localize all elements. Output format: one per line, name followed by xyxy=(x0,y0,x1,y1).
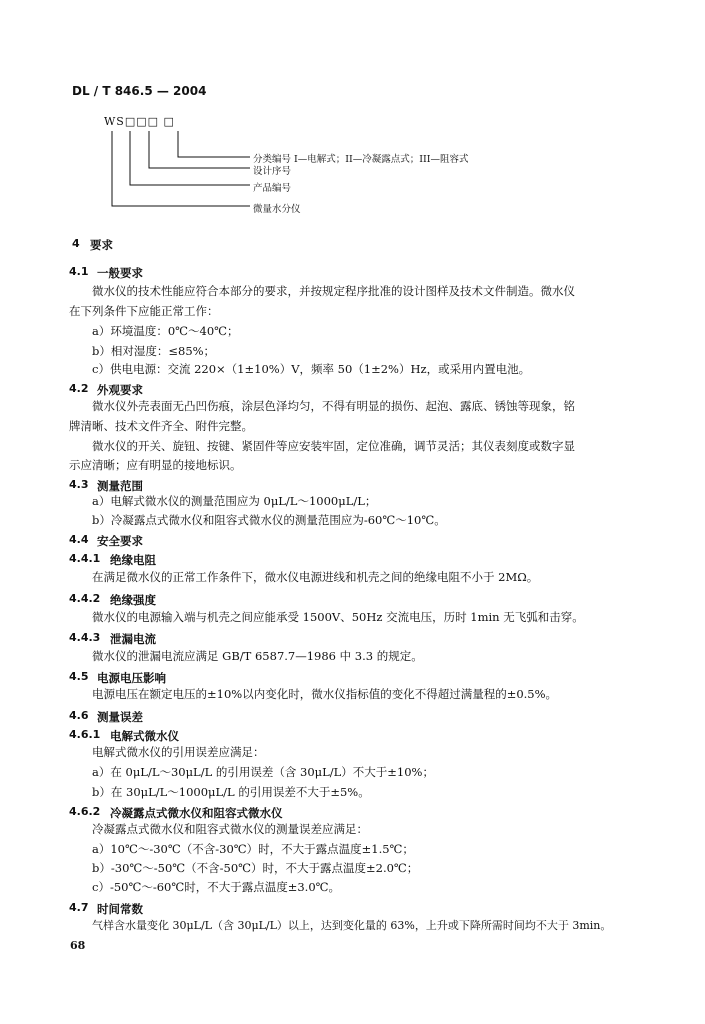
section-4-2-number: 4.2 xyxy=(69,382,89,395)
section-4-4-2-title: 绝缘强度 xyxy=(110,593,156,607)
section-4-6-1-title: 电解式微水仪 xyxy=(110,729,179,743)
section-4-number: 4 xyxy=(72,237,80,250)
s4-6-2-item-c: c）-50℃～-60℃时，不大于露点温度±3.0℃。 xyxy=(92,880,340,894)
s4-4-1-p1: 在满足微水仪的正常工作条件下，微水仪电源进线和机壳之间的绝缘电阻不小于 2MΩ。 xyxy=(92,570,539,584)
s4-2-p2: 牌清晰、技术文件齐全、附件完整。 xyxy=(69,419,253,433)
section-4-4-title: 安全要求 xyxy=(97,534,143,548)
s4-6-2-item-a: a）10℃～-30℃（不含-30℃）时，不大于露点温度±1.5℃； xyxy=(92,842,414,856)
section-4-1-title: 一般要求 xyxy=(97,266,143,280)
section-4-7-title: 时间常数 xyxy=(97,902,143,916)
s4-2-p1: 微水仪外壳表面无凸凹伤痕，涂层色泽均匀，不得有明显的损伤、起泡、露底、锈蚀等现象，铭 xyxy=(92,399,575,413)
diagram-label-product-number: 产品编号 xyxy=(253,183,292,194)
standard-number: DL / T 846.5 — 2004 xyxy=(72,84,207,98)
section-4-3-number: 4.3 xyxy=(69,478,89,491)
section-4-4-1-title: 绝缘电阻 xyxy=(110,553,156,567)
s4-6-1-item-b: b）在 30μL/L～1000μL/L 的引用误差不大于±5%。 xyxy=(92,785,370,799)
s4-4-3-p1: 微水仪的泄漏电流应满足 GB/T 6587.7—1986 中 3.3 的规定。 xyxy=(92,649,423,663)
s4-1-item-c: c）供电电源：交流 220×（1±10%）V，频率 50（1±2%）Hz，或采用内置电池。 xyxy=(92,362,531,376)
section-4-4-3-number: 4.4.3 xyxy=(69,631,101,644)
diagram-label-design-serial: 设计序号 xyxy=(253,166,292,177)
s4-3-item-b: b）冷凝露点式微水仪和阻容式微水仪的测量范围应为-60℃～10℃。 xyxy=(92,513,446,527)
s4-2-p4: 示应清晰；应有明显的接地标识。 xyxy=(69,458,242,472)
s4-1-p1: 微水仪的技术性能应符合本部分的要求，并按规定程序批准的设计图样及技术文件制造。微水仪 xyxy=(92,284,575,298)
section-4-4-number: 4.4 xyxy=(69,533,89,546)
s4-1-p2: 在下列条件下应能正常工作： xyxy=(69,304,219,318)
section-4-6-title: 测量误差 xyxy=(97,710,143,724)
diagram-label-instrument: 微量水分仪 xyxy=(253,204,301,215)
section-4-5-number: 4.5 xyxy=(69,670,89,683)
s4-2-p3: 微水仪的开关、旋钮、按键、紧固件等应安装牢固，定位准确，调节灵活；其仪表刻度或数字显 xyxy=(92,439,575,453)
s4-6-1-p1: 电解式微水仪的引用误差应满足： xyxy=(92,745,265,759)
section-4-4-1-number: 4.4.1 xyxy=(69,552,101,565)
section-4-6-2-number: 4.6.2 xyxy=(69,805,101,818)
section-4-3-title: 测量范围 xyxy=(97,479,143,493)
s4-1-item-b: b）相对湿度：≤85%； xyxy=(92,344,216,358)
section-4-6-number: 4.6 xyxy=(69,709,89,722)
diagram-label-classification: 分类编号 I—电解式；II—冷凝露点式；III—阻容式 xyxy=(253,154,469,165)
section-4-title: 要求 xyxy=(90,238,113,252)
s4-5-p1: 电源电压在额定电压的±10%以内变化时，微水仪指标值的变化不得超过满量程的±0.5%。 xyxy=(92,687,558,701)
page-number: 68 xyxy=(70,939,86,952)
section-4-6-2-title: 冷凝露点式微水仪和阻容式微水仪 xyxy=(110,806,283,820)
s4-6-2-item-b: b）-30℃～-50℃（不含-50℃）时，不大于露点温度±2.0℃； xyxy=(92,861,419,875)
section-4-6-1-number: 4.6.1 xyxy=(69,728,101,741)
s4-6-2-p1: 冷凝露点式微水仪和阻容式微水仪的测量误差应满足： xyxy=(92,822,368,836)
s4-7-p1: 气样含水量变化 30μL/L（含 30μL/L）以上，达到变化量的 63%，上升或下降所需时间均不大于 3min。 xyxy=(92,919,612,932)
model-code: WS□□□ □ xyxy=(104,115,175,128)
s4-6-1-item-a: a）在 0μL/L～30μL/L 的引用误差（含 30μL/L）不大于±10%； xyxy=(92,765,434,779)
section-4-4-3-title: 泄漏电流 xyxy=(110,632,156,646)
section-4-2-title: 外观要求 xyxy=(97,383,143,397)
s4-1-item-a: a）环境温度：0℃～40℃； xyxy=(92,324,239,338)
section-4-5-title: 电源电压影响 xyxy=(97,671,166,685)
s4-3-item-a: a）电解式微水仪的测量范围应为 0μL/L～1000μL/L； xyxy=(92,494,377,508)
section-4-1-number: 4.1 xyxy=(69,265,89,278)
section-4-7-number: 4.7 xyxy=(69,901,89,914)
model-code-diagram xyxy=(0,0,705,230)
s4-4-2-p1: 微水仪的电源输入端与机壳之间应能承受 1500V、50Hz 交流电压，历时 1min 无飞弧和击穿。 xyxy=(92,610,584,624)
section-4-4-2-number: 4.4.2 xyxy=(69,592,101,605)
